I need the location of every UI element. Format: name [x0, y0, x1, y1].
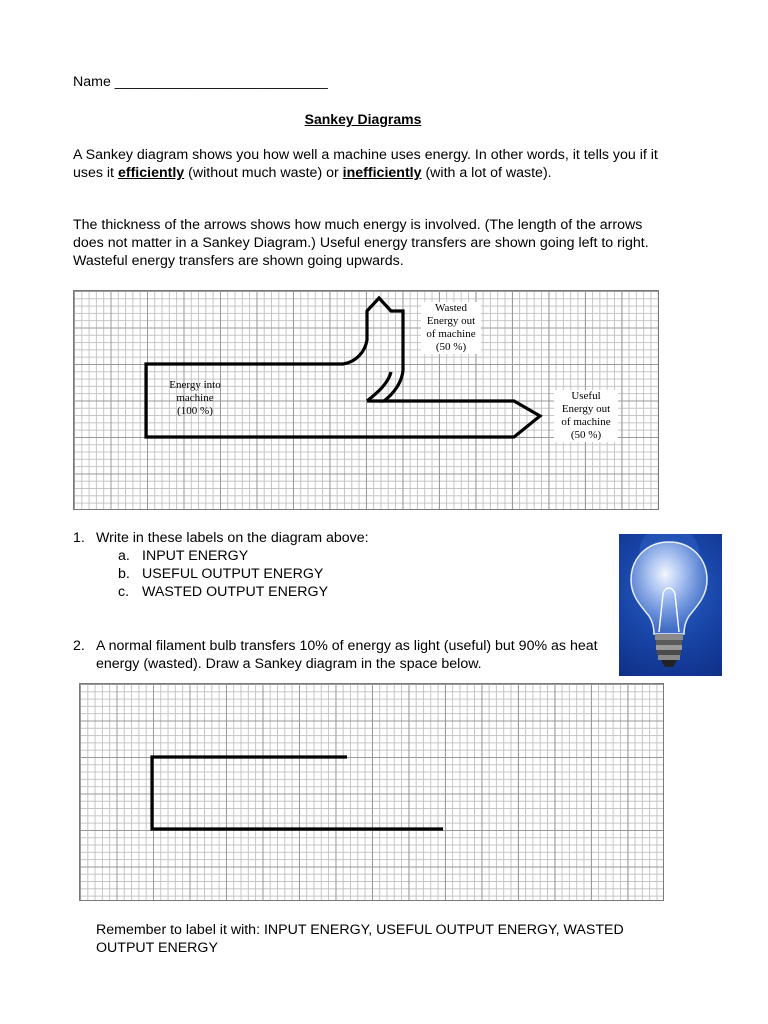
question-number: 2. [73, 638, 85, 654]
intro-text-b: (without much waste) or [184, 165, 343, 181]
intro-paragraph-2: The thickness of the arrows shows how much energy is involved. (The length of the arrows does not matter in a Sankey Diagram.) Useful energy transfers are shown going left to right. Wasteful energy transfers are shown going upwards. [73, 217, 649, 269]
wasted-label-line: Energy out [426, 315, 476, 327]
question-text: A normal filament bulb transfers 10% of energy as light (useful) but 90% as heat energy (wasted). Draw a Sankey diagram in the space below. [96, 638, 598, 672]
input-label-line: machine [176, 392, 214, 404]
wasted-label-line: Wasted [434, 302, 468, 314]
list-item-letter: a. [118, 548, 130, 564]
input-label-line: (100 %) [177, 405, 213, 417]
useful-label-line: Useful [571, 390, 601, 402]
question-text: Write in these labels on the diagram above: [96, 530, 369, 546]
page-title: Sankey Diagrams [304, 111, 422, 127]
useful-label-line: of machine [561, 416, 611, 428]
efficiently-term: efficiently [117, 165, 185, 181]
list-item-letter: c. [118, 584, 130, 600]
wasted-label-line: (50 %) [435, 341, 467, 353]
list-item-text: USEFUL OUTPUT ENERGY [142, 566, 324, 582]
inefficiently-term: inefficiently [342, 165, 422, 181]
input-label-line: Energy into [169, 379, 221, 391]
question-number: 1. [73, 530, 85, 546]
wasted-label-line: of machine [426, 328, 476, 340]
useful-label-line: Energy out [561, 403, 611, 415]
intro-text-c: (with a lot of waste). [421, 165, 552, 181]
reminder-text: Remember to label it with: INPUT ENERGY, USEFUL OUTPUT ENERGY, WASTED OUTPUT ENERGY [96, 922, 624, 956]
list-item-text: INPUT ENERGY [142, 548, 249, 564]
list-item-text: WASTED OUTPUT ENERGY [142, 584, 329, 600]
useful-label-line: (50 %) [570, 429, 602, 441]
list-item-letter: b. [118, 566, 130, 582]
name-field-line: Name ___________________________ [73, 74, 328, 90]
intro-text-a: A Sankey diagram shows you how well a machine uses energy. In other words, it tells you if it uses it [73, 147, 658, 181]
